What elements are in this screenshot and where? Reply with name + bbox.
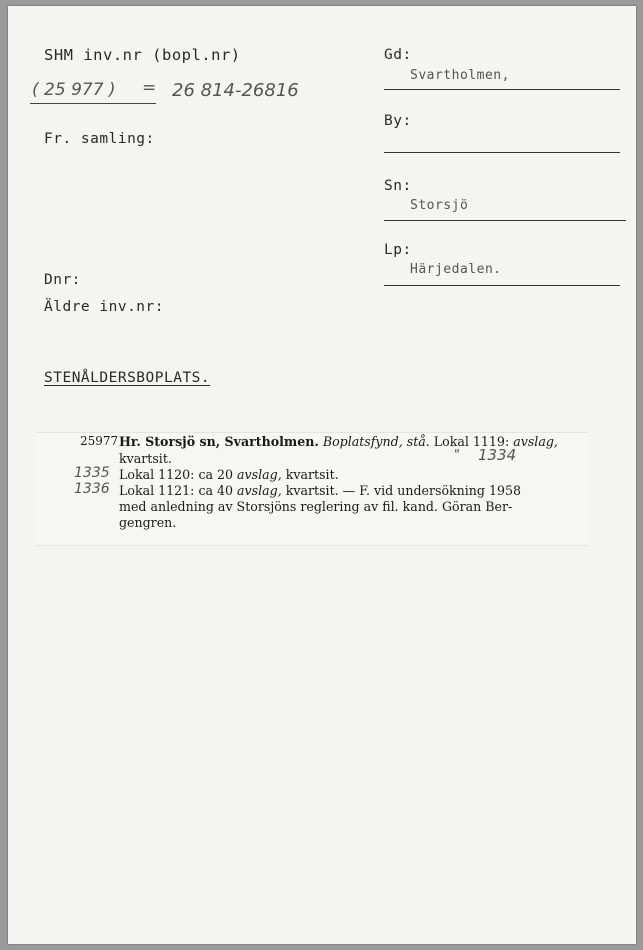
catalog-card xyxy=(8,6,636,944)
entry-line-3-avslag: avslag, xyxy=(237,467,282,482)
gd-label: Gd: xyxy=(384,47,412,63)
entry-line-1-bold: Hr. Storsjö sn, Svartholmen. xyxy=(119,434,319,449)
gd-value: Svartholmen, xyxy=(410,68,510,83)
entry-line-3-material: kvartsit. xyxy=(285,467,339,482)
aldre-inv-nr-label: Äldre inv.nr: xyxy=(44,299,164,315)
inv-nr-handwritten-eq: = xyxy=(142,78,157,98)
entry-line-4-rest: kvartsit. — F. vid undersökning 1958 xyxy=(285,483,522,498)
hand-quote-mark: " xyxy=(454,448,460,463)
entry-line-3-count: ca 20 xyxy=(198,467,234,482)
fr-samling-label: Fr. samling: xyxy=(44,131,155,147)
entry-line-4-avslag: avslag, xyxy=(237,483,282,498)
entry-line-1-lokal: Lokal 1119: xyxy=(433,434,510,449)
dnr-label: Dnr: xyxy=(44,272,81,288)
hand-1335: 1335 xyxy=(74,465,110,481)
entry-line-1-italic: Boplatsfynd, stå. xyxy=(322,434,430,449)
lp-rule xyxy=(384,285,620,286)
hand-1334: 1334 xyxy=(478,446,517,464)
entry-line-3-lokal: Lokal 1120: xyxy=(119,467,195,482)
entry-line-2: kvartsit. xyxy=(119,451,172,466)
entry-line-5: med anledning av Storsjöns reglering av fil. kand. Göran Ber- xyxy=(119,499,513,514)
hand-1336: 1336 xyxy=(74,481,110,497)
by-label: By: xyxy=(384,113,412,129)
entry-line-6: gengren. xyxy=(119,515,177,530)
inv-nr-label: SHM inv.nr (bopl.nr) xyxy=(44,46,241,64)
entry-line-4 xyxy=(119,483,521,498)
sn-rule xyxy=(384,220,626,221)
inv-nr-underline xyxy=(30,103,156,104)
lp-value: Härjedalen. xyxy=(410,262,502,277)
inv-nr-handwritten-a: ( 25 977 ) xyxy=(32,80,116,100)
category-heading: STENÅLDERSBOPLATS. xyxy=(44,370,211,386)
inv-nr-handwritten-b: 26 814-26816 xyxy=(172,80,299,101)
entry-line-1-tail: avslag, xyxy=(513,434,558,449)
sn-value: Storsjö xyxy=(410,198,469,213)
lp-label: Lp: xyxy=(384,242,412,258)
entry-line-4-count: ca 40 xyxy=(198,483,234,498)
by-rule xyxy=(384,152,620,153)
entry-line-3 xyxy=(119,467,339,482)
sn-label: Sn: xyxy=(384,178,412,194)
entry-line-4-lokal: Lokal 1121: xyxy=(119,483,195,498)
gd-rule xyxy=(384,89,620,90)
entry-number: 25977 xyxy=(80,434,119,448)
